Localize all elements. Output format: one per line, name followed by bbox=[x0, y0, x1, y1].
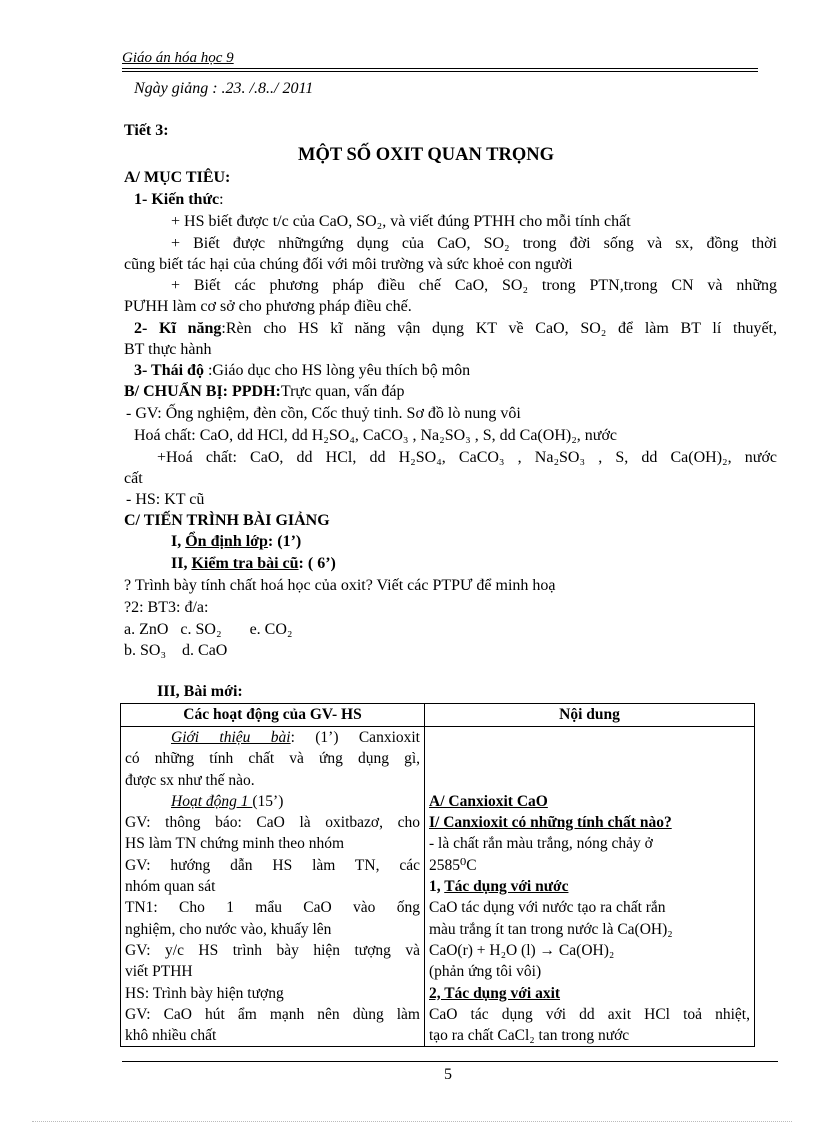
content-heading-properties: I/ Canxioxit có những tính chất nào? bbox=[429, 814, 672, 832]
bottom-dotted-line bbox=[32, 1121, 792, 1122]
skill-line-2: BT thực hành bbox=[124, 341, 212, 358]
footer-rule bbox=[122, 1061, 778, 1062]
activity-line: GV: CaO hút ẩm mạnh nên dùng làm bbox=[125, 1005, 420, 1023]
activities-cell bbox=[121, 727, 425, 1047]
content-subheading-water: 1, Tác dụng với nước bbox=[429, 878, 569, 896]
activity-line: viết PTHH bbox=[125, 963, 193, 981]
prep-line: B/ CHUẨN BỊ: PPDH:Trực quan, vấn đáp bbox=[124, 383, 405, 400]
teaching-date: Ngày giảng : .23. /.8../ 2011 bbox=[134, 80, 314, 97]
intro-line: Giới thiệu bài: (1’) Canxioxit bbox=[171, 729, 420, 746]
skill-line: 2- Kĩ năng:Rèn cho HS kĩ năng vận dụng KT về CaO, SO₂ để làm BT lí thuyết, bbox=[134, 320, 777, 337]
process-heading: C/ TIẾN TRÌNH BÀI GIẢNG bbox=[124, 512, 330, 529]
knowledge-heading: 1- Kiến thức: bbox=[134, 191, 224, 208]
activity-line: GV: thông báo: CaO là oxitbazơ, cho bbox=[125, 814, 420, 832]
table-header-content: Nội dung bbox=[425, 704, 755, 727]
header-rule bbox=[122, 68, 758, 69]
content-line: CaO tác dụng với nước tạo ra chất rắn bbox=[429, 899, 666, 917]
knowledge-line: + HS biết được t/c của CaO, SO₂, và viết đúng PTHH cho mỗi tính chất bbox=[171, 213, 631, 230]
content-line: (phản ứng tôi vôi) bbox=[429, 963, 542, 981]
content-cell bbox=[425, 727, 755, 1047]
step-3: III, Bài mới: bbox=[157, 683, 243, 700]
knowledge-line: + Biết được nhữngứng dụng của CaO, SO₂ trong đời sống và sx, đồng thời bbox=[171, 235, 777, 252]
page-number: 5 bbox=[444, 1066, 452, 1083]
activity-line: GV: y/c HS trình bày hiện tượng và bbox=[125, 941, 420, 959]
chemicals-line-2b: cất bbox=[124, 470, 143, 487]
content-heading-cao: A/ Canxioxit CaO bbox=[429, 792, 548, 810]
activity-line: GV: hướng dẫn HS làm TN, các bbox=[125, 856, 420, 874]
step-1: I, Ổn định lớp: (1’) bbox=[171, 533, 302, 550]
activity-line: TN1: Cho 1 mẩu CaO vào ống bbox=[125, 899, 420, 917]
activity-line: HS làm TN chứng minh theo nhóm bbox=[125, 835, 345, 853]
intro-line-3: được sx như thế nào. bbox=[125, 771, 255, 789]
answer-line: b. SO₃ d. CaO bbox=[124, 642, 228, 659]
knowledge-line: + Biết các phương pháp điều chế CaO, SO₂ trong PTN,trong CN và những bbox=[171, 277, 777, 294]
header-title: Giáo án hóa học 9 bbox=[122, 50, 234, 66]
header-rule-thin bbox=[122, 71, 758, 72]
question-1: ? Trình bày tính chất hoá học của oxit? Viết các PTPƯ để minh hoạ bbox=[124, 577, 556, 594]
content-line: - là chất rắn màu trắng, nóng chảy ở bbox=[429, 835, 653, 853]
lesson-title: MỘT SỐ OXIT QUAN TRỌNG bbox=[298, 145, 554, 165]
activity-line: HS: Trình bày hiện tượng bbox=[125, 984, 284, 1002]
content-line: màu trắng ít tan trong nước là Ca(OH)₂ bbox=[429, 920, 673, 938]
step-2: II, Kiểm tra bài cũ: ( 6’) bbox=[171, 555, 336, 572]
attitude-line: 3- Thái độ :Giáo dục cho HS lòng yêu thích bộ môn bbox=[134, 362, 471, 379]
content-subheading-acid: 2, Tác dụng với axit bbox=[429, 984, 561, 1002]
gv-tools: - GV: Ống nghiệm, đèn cồn, Cốc thuỷ tinh. Sơ đồ lò nung vôi bbox=[126, 405, 521, 422]
content-line: tạo ra chất CaCl₂ tan trong nước bbox=[429, 1027, 630, 1045]
answer-line: a. ZnO c. SO₂ e. CO₂ bbox=[124, 621, 293, 638]
knowledge-line: cũng biết tác hại của chúng đối với môi trường và sức khoẻ con người bbox=[124, 256, 573, 273]
activity-line: nghiệm, cho nước vào, khuấy lên bbox=[125, 920, 332, 938]
chemicals-line-2: +Hoá chất: CaO, dd HCl, dd H₂SO₄, CaCO₃ , Na₂SO₃ , S, dd Ca(OH)₂, nước bbox=[157, 449, 777, 466]
lesson-number: Tiết 3: bbox=[124, 122, 169, 139]
activity-1-heading: Hoạt động 1 (15’) bbox=[171, 792, 284, 810]
activity-line: khô nhiều chất bbox=[125, 1027, 217, 1045]
content-line: CaO tác dụng với dd axit HCl toả nhiệt, bbox=[429, 1005, 750, 1023]
knowledge-line: PƯHH làm cơ sở cho phương pháp điều chế. bbox=[124, 298, 412, 315]
lesson-table bbox=[120, 703, 755, 1047]
objectives-heading: A/ MỤC TIÊU: bbox=[124, 169, 231, 186]
hs-prep: - HS: KT cũ bbox=[126, 491, 205, 508]
question-2: ?2: BT3: đ/a: bbox=[124, 599, 209, 616]
activity-line: nhóm quan sát bbox=[125, 878, 216, 896]
table-header-activities: Các hoạt động của GV- HS bbox=[121, 704, 425, 727]
intro-line-2: có những tính chất và ứng dụng gì, bbox=[125, 750, 420, 768]
chemicals-line: Hoá chất: CaO, dd HCl, dd H₂SO₄, CaCO₃ , Na₂SO₃ , S, dd Ca(OH)₂, nước bbox=[134, 427, 618, 444]
reaction-equation: CaO(r) + H₂O (l) → Ca(OH)₂ bbox=[429, 941, 615, 959]
content-line: 2585⁰C bbox=[429, 856, 477, 874]
